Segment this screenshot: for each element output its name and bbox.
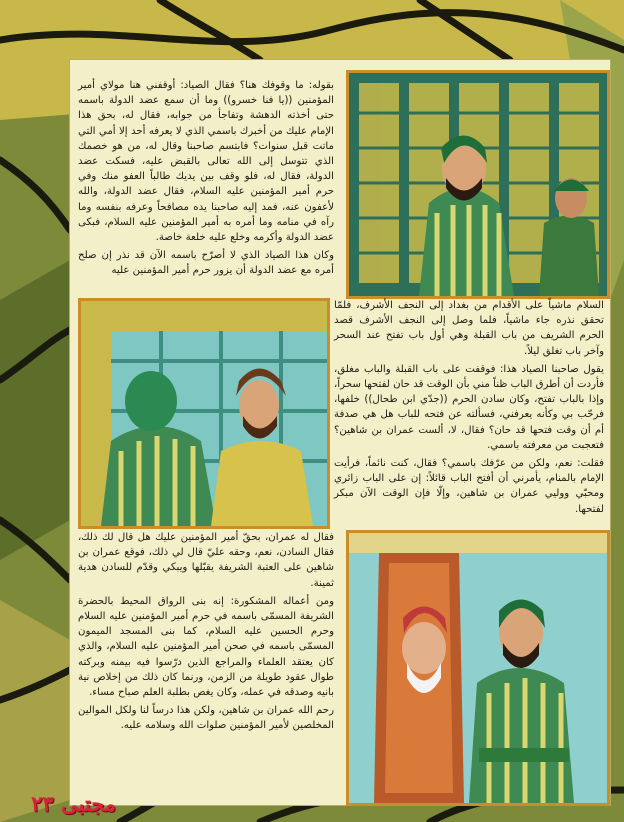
magazine-page (70, 60, 610, 805)
paragraph: رحم الله عمران بن شاهين، ولكن هذا درساً لنا ولكل الموالين المخلصين لأمير المؤمنين صلوات الله وسلامه عليه. (78, 705, 334, 732)
paragraph: يقول صاحبنا الصياد هذا: فوقفت على باب القبلة والباب مغلق، فأردت أن أطرق الباب ظناً مني بأن الوقت قد حان لفتحها سحراً، وإذا بالباب تفتح، وكان سادن الحرم ((جدّي ابن طحال)) خلفها، فرحّب بي وكأنه يعرفني، فسألته عن فتحه للباب هل هي صدفة أم أن وقت فتحها قد حان؟ فقال، لا، ألست عمران بن شاهين؟ فتعجبت من معرفته باسمي. (334, 363, 604, 451)
old-man-at-door-scene (349, 533, 607, 803)
paragraph: السلام ماشياً على الأقدام من بغداد إلى النجف الأشرف، فلمّا تحقق نذره جاء ماشياً، فلما وصل إلى النجف الأشرف قصد الحرم الشريف من باب القبلة وهي أول باب تفتح عند السحر وآخر باب تغلق ليلاً. (334, 300, 604, 357)
paragraph: وكان هذا الصياد الذي لا أصرّح باسمه الآن قد نذر إن صلح أمره مع عضد الدولة أن يزور حرم أمير المؤمنين عليه (78, 250, 334, 277)
text-column-middle-right (334, 298, 604, 520)
illustration-top (346, 70, 610, 299)
text-column-bottom-left (78, 530, 334, 737)
two-men-mosque-window-scene (349, 73, 607, 296)
man-with-fisherman-scene (81, 301, 327, 526)
text-column-top-left (78, 78, 334, 282)
paragraph: ومن أعماله المشكورة: إنه بنى الرواق المحيط بالحضرة الشريفة المسمّى باسمه في حرم أمير المؤمنين عليه السلام وحرم الحسين عليه السلام، كما بنى المسجد الميمون المسمّى باسمه في صحن أمير المؤمنين عليه السلام، والذي كان يعتقد العلماء والمراجع الذين درّسوا فيه بيمنه وبركته طوال عقود طويلة من الزمن، ورنما كان ذلك من إخلاص نية بانيه وصدقه في عمله، وكان يغص بطلبة العلم صباح مساء. (78, 595, 334, 699)
paragraph: بقوله: ما وقوفك هنا؟ فقال الصياد: أوقفني هنا مولاي أمير المؤمنين ((يا فنا خسرو)) وما أن سمع عضد الدولة باسمه حتى أخذته الدهشة وتفاجأ من جوابه، فقال له، بحق هذا الإمام عليك من أخبرك باسمي الذي لا يعرفه أحد إلا أمي التي ماتت قبل سنوات؟ فابتسم صاحبنا وقال له، من هو خصمك الذي تتوسل إلى الله تعالى بالقبض عليه، فسكت عضد الدولة، فقال له، فلو وقف بين يديك طالباً العفو منك وفي حرم أمير المؤمنين عليه السلام، فقال عضد الدولة، والله لأعفون عنه، فمد إليه صاحبنا يده مصافحاً وعرفه بنفسه وما رآه في منامه وما أمره به أمير المؤمنين عليه السلام، فبكى عضد الدولة وأكرمه وخلع عليه خلعة خاصة. (78, 80, 334, 244)
illustration-bottom (346, 530, 610, 806)
paragraph: فقلت: نعم، ولكن من عرّفك باسمي؟ فقال، كنت نائماً، فرأيت الإمام بالمنام، يأمرني أن أفتح الباب قائلاً: إن على الباب زائري ومحبّي ووليي عمران بن شاهين، وإلّا فإن الوقت الآن مبكر لفتحها. (334, 458, 604, 515)
paragraph: فقال له عمران، بحقّ أمير المؤمنين عليك هل قال لك ذلك، فقال السادن، نعم، وحقه عليّ قال لي ذلك، فوقع عمران بن شاهين على العتبة الشريفة يقبّلها ويبكي وقدّم للسادن هدية ثمينة. (78, 532, 334, 589)
illustration-middle (78, 298, 330, 529)
magazine-logo: مجتبى ٢٣ (31, 791, 116, 816)
